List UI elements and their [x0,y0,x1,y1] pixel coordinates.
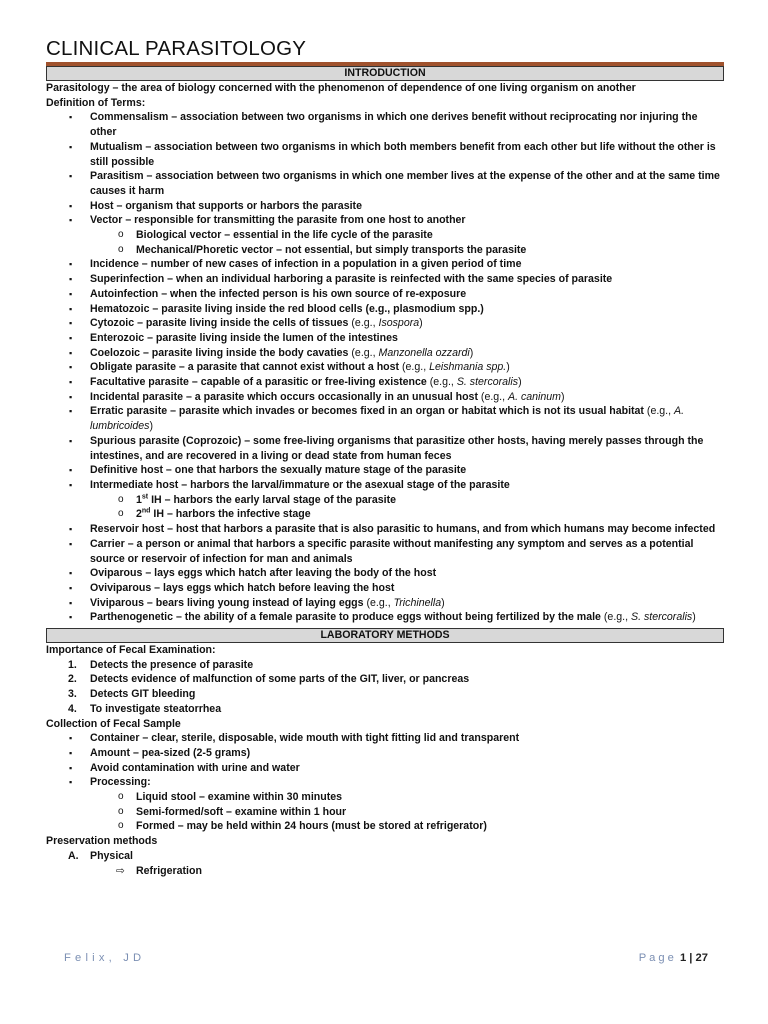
term-item [46,375,724,390]
fecal-item-number: 4. [68,702,77,715]
section-header-introduction: INTRODUCTION [46,66,724,81]
intermediate-host-sublist [46,493,724,522]
term-text: Enterozoic – parasite living inside the lumen of the intestines [90,331,398,344]
term-item [46,169,724,198]
term-text: Viviparous – bears living young instead of laying eggs (e.g., [90,596,394,609]
processing-item: o Liquid stool – examine within 30 minutes [46,790,724,805]
fecal-item-number: 2. [68,673,77,686]
ih-text: IH – harbors the early larval stage of the parasite [148,493,397,506]
term-text: Autoinfection – when the infected person is his own source of re-exposure [90,287,467,300]
term-example: Trichinella [393,596,442,609]
term-text: Parasitism – association between two organisms in which one member lives at the expense of the other and at the same time causes it harm [90,170,720,197]
term-example: S. stercoralis [456,376,519,389]
collection-item: ▪ Processing: [46,775,724,790]
term-text: Mutualism – association between two organisms in which both members benefit from each other but life without the other is still possible [90,140,716,168]
ih-ordinal-suffix: nd [141,507,151,515]
ih-subitem [46,507,724,522]
term-item [46,596,724,611]
term-item [46,390,724,405]
term-text: Erratic parasite – parasite which invades or becomes fixed in an organ or habitat which is not its usual habitat (e.g., [90,405,675,418]
fecal-item-text: Detects the presence of parasite [90,658,254,671]
collection-item: ▪ Avoid contamination with urine and water [46,761,724,776]
fecal-item-text: Detects GIT bleeding [90,688,196,701]
term-text: Spurious parasite (Coprozoic) – some free-living organisms that parasitize other hosts, having merely passes through the intestines, and are recovered in a living or dead state from human feces [90,434,704,462]
term-text: Facultative parasite – capable of a parasitic or free-living existence (e.g., [90,376,457,389]
fecal-item-number: 3. [68,688,77,701]
term-text: Oviviparous – lays eggs which hatch before leaving the host [90,581,395,594]
term-text-end: ) [469,346,474,359]
term-text: Commensalism – association between two organisms in which one derives benefit without reciprocating nor injuring the other [90,111,698,139]
term-item [46,434,724,463]
ih-ordinal: 2 [136,508,142,521]
fecal-item [46,702,724,717]
term-example: Manzonella ozzardi [378,346,470,359]
processing-list [46,790,724,834]
vector-subitem: o Mechanical/Phoretic vector – not essential, but simply transports the parasite [46,243,724,258]
physical-list [46,864,724,879]
term-text: Hematozoic – parasite living inside the red blood cells (e.g., plasmodium spp.) [90,302,484,315]
term-text-end: ) [692,611,696,624]
term-example: Leishmania spp. [429,361,507,374]
term-item [46,257,724,272]
ih-text: IH – harbors the infective stage [150,508,311,521]
term-example: Isospora [378,317,420,330]
collection-list [46,731,724,790]
document-content [46,66,724,878]
footer-page-number [639,952,708,964]
term-text-end: ) [419,317,423,330]
fecal-item-number: 1. [68,658,77,671]
term-item [46,404,724,433]
physical-letter: A. [68,849,79,862]
term-text: Host – organism that supports or harbors the parasite [90,199,362,212]
term-item [46,213,724,228]
footer-current-page: 1 [679,952,687,964]
fecal-exam-list [46,658,724,717]
term-text: Superinfection – when an individual harboring a parasite is reinfected with the same species of parasite [90,273,613,286]
ih-subitem [46,493,724,508]
term-example: A. lumbricoides [90,405,685,433]
document-title: CLINICAL PARASITOLOGY [46,37,307,60]
term-item [46,346,724,361]
term-item [46,478,724,493]
fecal-item-text: To investigate steatorrhea [90,702,222,715]
processing-item: o Formed – may be held within 24 hours (must be stored at refrigerator) [46,819,724,834]
intro-definition: Parasitology – the area of biology concerned with the phenomenon of dependence of one living organism on another [46,82,636,94]
term-text: Parthenogenetic – the ability of a female parasite to produce eggs without being fertilized by the male (e.g., [90,611,631,624]
term-text: Reservoir host – host that harbors a parasite that is also parasitic to humans, and from which humans may become infected [90,523,716,536]
terms-list [46,110,724,228]
term-text: Vector – responsible for transmitting the parasite from one host to another [90,214,466,227]
physical-method-item: ⇨ Refrigeration [46,864,724,879]
processing-item: o Semi-formed/soft – examine within 1 hour [46,805,724,820]
term-item [46,302,724,317]
fecal-item [46,687,724,702]
term-item [46,463,724,478]
term-item [46,581,724,596]
term-item [46,537,724,566]
term-item [46,316,724,331]
term-item [46,140,724,169]
term-item [46,566,724,581]
vector-sublist [46,228,724,257]
term-text: Incidental parasite – a parasite which occurs occasionally in an unusual host (e.g., [90,390,509,403]
term-example: A. caninum [508,390,562,403]
term-text-end: ) [506,361,510,374]
terms-list-3 [46,522,724,625]
term-text: Coelozoic – parasite living inside the body cavaties (e.g., [90,346,379,359]
terms-list-2 [46,257,724,492]
ih-ordinal: 1 [136,493,142,506]
term-text-end: ) [149,420,153,433]
collection-item: ▪ Amount – pea-sized (2-5 grams) [46,746,724,761]
term-item [46,110,724,139]
collection-item: ▪ Container – clear, sterile, disposable, wide mouth with tight fitting lid and transparent [46,731,724,746]
term-item [46,199,724,214]
term-text: Carrier – a person or animal that harbors a specific parasite without manifesting any symptom and serves as a potential source or reservoir of infection for man and animals [90,537,694,565]
term-text-end: ) [561,390,565,403]
fecal-item [46,658,724,673]
footer-separator: | [689,952,693,964]
fecal-item [46,672,724,687]
term-item [46,331,724,346]
term-text: Incidence – number of new cases of infection in a population in a given period of time [90,258,522,271]
term-text: Intermediate host – harbors the larval/immature or the asexual stage of the parasite [90,478,510,491]
ih-ordinal-suffix: st [141,493,149,501]
term-text-end: ) [441,596,445,609]
fecal-item-text: Detects evidence of malfunction of some parts of the GIT, liver, or pancreas [90,673,470,686]
vector-subitem: o Biological vector – essential in the life cycle of the parasite [46,228,724,243]
term-item [46,522,724,537]
preservation-heading: Preservation methods [46,835,158,848]
term-item [46,360,724,375]
term-item [46,610,724,625]
term-item [46,287,724,302]
fecal-exam-heading: Importance of Fecal Examination: [46,644,216,657]
collection-heading: Collection of Fecal Sample [46,717,181,730]
term-text: Oviparous – lays eggs which hatch after leaving the body of the host [90,567,437,580]
term-text: Obligate parasite – a parasite that cannot exist without a host (e.g., [90,361,430,374]
terms-heading: Definition of Terms: [46,96,146,109]
term-item [46,272,724,287]
physical-item [46,849,724,864]
term-text: Definitive host – one that harbors the sexually mature stage of the parasite [90,464,467,477]
term-example: S. stercoralis [631,611,693,624]
term-text-end: ) [518,376,522,389]
footer-page-word: Page [638,952,677,964]
footer-author: Felix, JD [64,952,146,964]
footer-total-pages: 27 [695,952,708,964]
physical-label: Physical [90,849,133,862]
term-text: Cytozoic – parasite living inside the cells of tissues (e.g., [90,317,379,330]
section-header-lab-methods: LABORATORY METHODS [46,628,724,643]
